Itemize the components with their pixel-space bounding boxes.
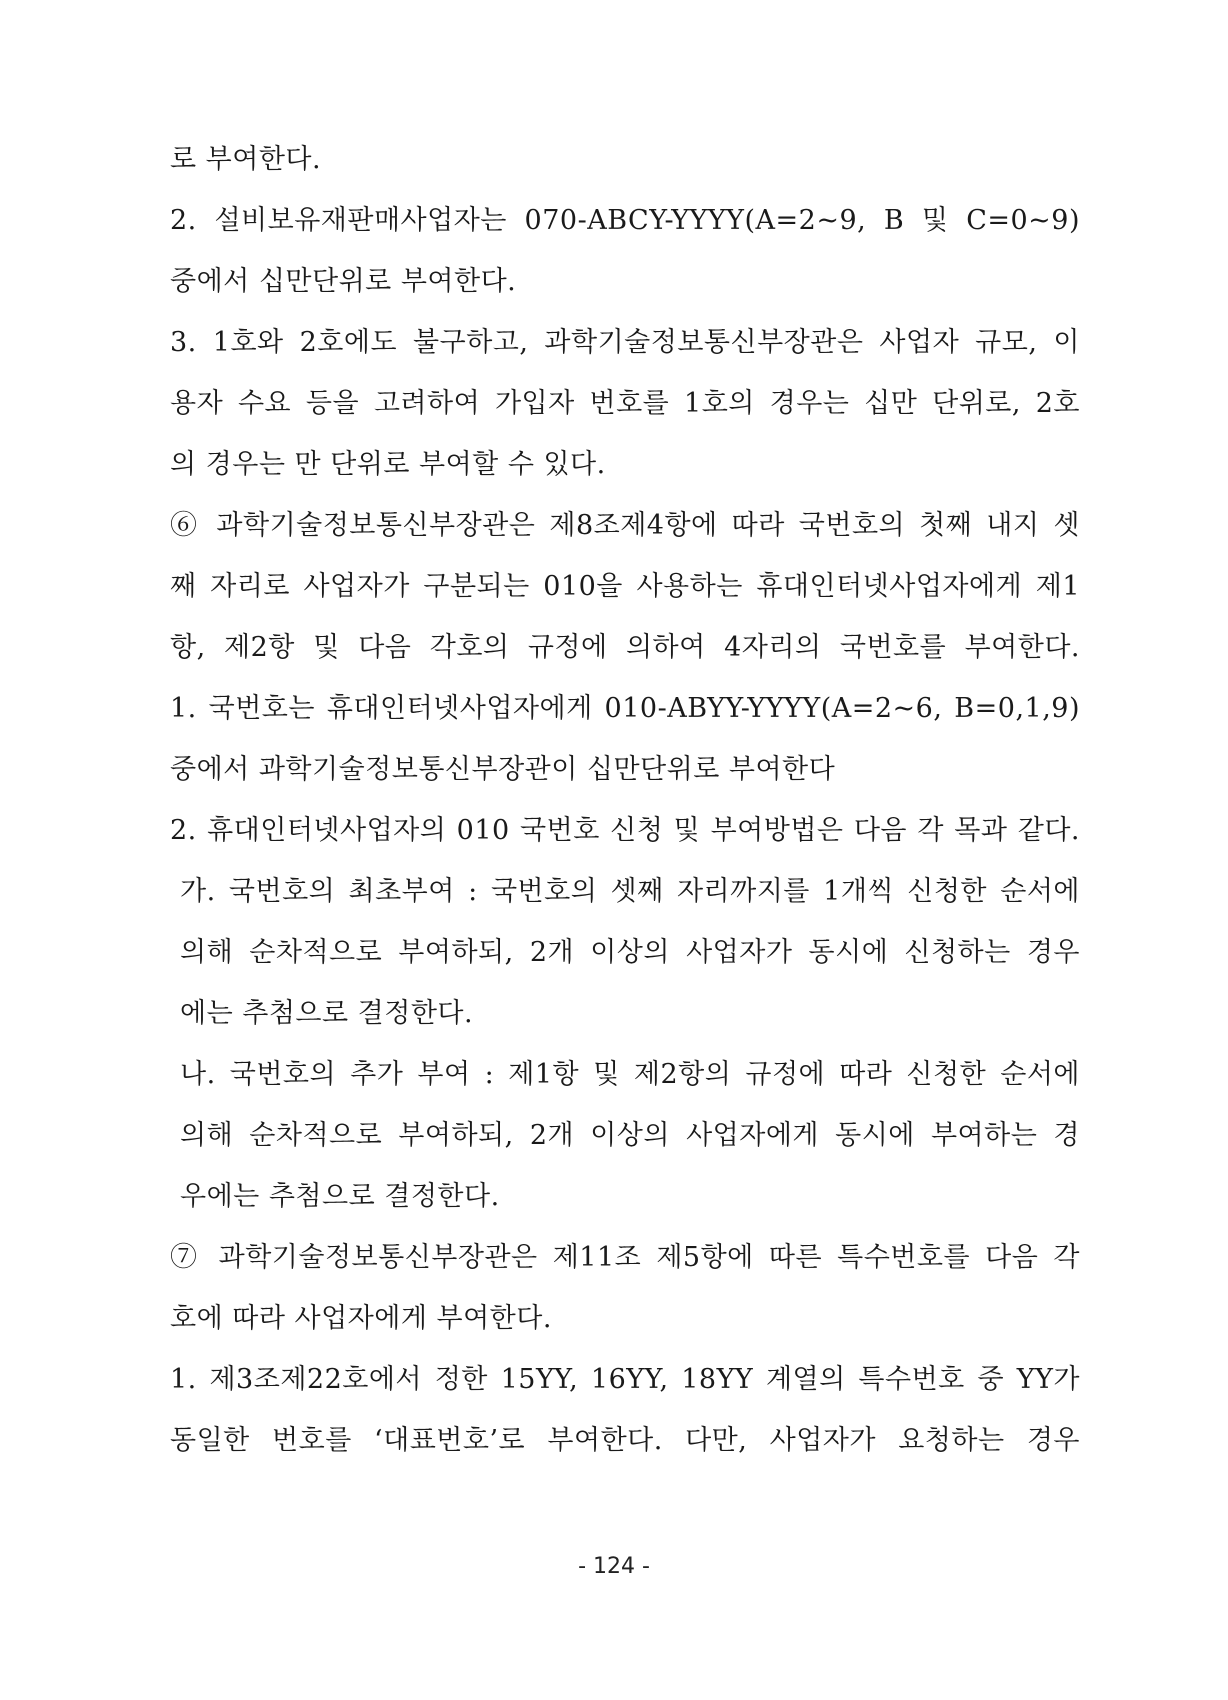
- text-line: 째 자리로 사업자가 구분되는 010을 사용하는 휴대인터넷사업자에게 제1: [170, 571, 1080, 602]
- text-line: 동일한 번호를 ‘대표번호’로 부여한다. 다만, 사업자가 요청하는 경우: [170, 1425, 1080, 1456]
- text-line: ⑦ 과학기술정보통신부장관은 제11조 제5항에 따른 특수번호를 다음 각: [170, 1242, 1080, 1273]
- text-line: ⑥ 과학기술정보통신부장관은 제8조제4항에 따라 국번호의 첫째 내지 셋: [170, 510, 1080, 541]
- text-line: 가. 국번호의 최초부여 : 국번호의 셋째 자리까지를 1개씩 신청한 순서에: [180, 876, 1080, 907]
- text-line: 의해 순차적으로 부여하되, 2개 이상의 사업자가 동시에 신청하는 경우: [180, 937, 1080, 968]
- text-line: 로 부여한다.: [170, 144, 322, 175]
- text-line: 2. 설비보유재판매사업자는 070-ABCY-YYYY(A=2~9, B 및 C=0~9): [170, 205, 1080, 236]
- text-line: 의 경우는 만 단위로 부여할 수 있다.: [170, 449, 606, 480]
- text-line: 항, 제2항 및 다음 각호의 규정에 의하여 4자리의 국번호를 부여한다.: [170, 632, 1080, 663]
- text-line: 1. 제3조제22호에서 정한 15YY, 16YY, 18YY 계열의 특수번호 중 YY가: [170, 1364, 1080, 1395]
- text-line: 호에 따라 사업자에게 부여한다.: [170, 1303, 552, 1334]
- text-line: 중에서 십만단위로 부여한다.: [170, 266, 517, 297]
- text-line: 3. 1호와 2호에도 불구하고, 과학기술정보통신부장관은 사업자 규모, 이: [170, 327, 1080, 358]
- text-line: 2. 휴대인터넷사업자의 010 국번호 신청 및 부여방법은 다음 각 목과 같다.: [170, 815, 1080, 846]
- text-line: 용자 수요 등을 고려하여 가입자 번호를 1호의 경우는 십만 단위로, 2호: [170, 388, 1080, 419]
- page-number: - 124 -: [578, 1554, 650, 1579]
- text-line: 우에는 추첨으로 결정한다.: [180, 1181, 500, 1212]
- text-line: 에는 추첨으로 결정한다.: [180, 998, 474, 1029]
- text-line: 의해 순차적으로 부여하되, 2개 이상의 사업자에게 동시에 부여하는 경: [180, 1120, 1080, 1151]
- text-line: 1. 국번호는 휴대인터넷사업자에게 010-ABYY-YYYY(A=2~6, B=0,1,9): [170, 693, 1080, 724]
- text-line: 중에서 과학기술정보통신부장관이 십만단위로 부여한다: [170, 754, 836, 785]
- text-line: 나. 국번호의 추가 부여 : 제1항 및 제2항의 규정에 따라 신청한 순서에: [180, 1059, 1080, 1090]
